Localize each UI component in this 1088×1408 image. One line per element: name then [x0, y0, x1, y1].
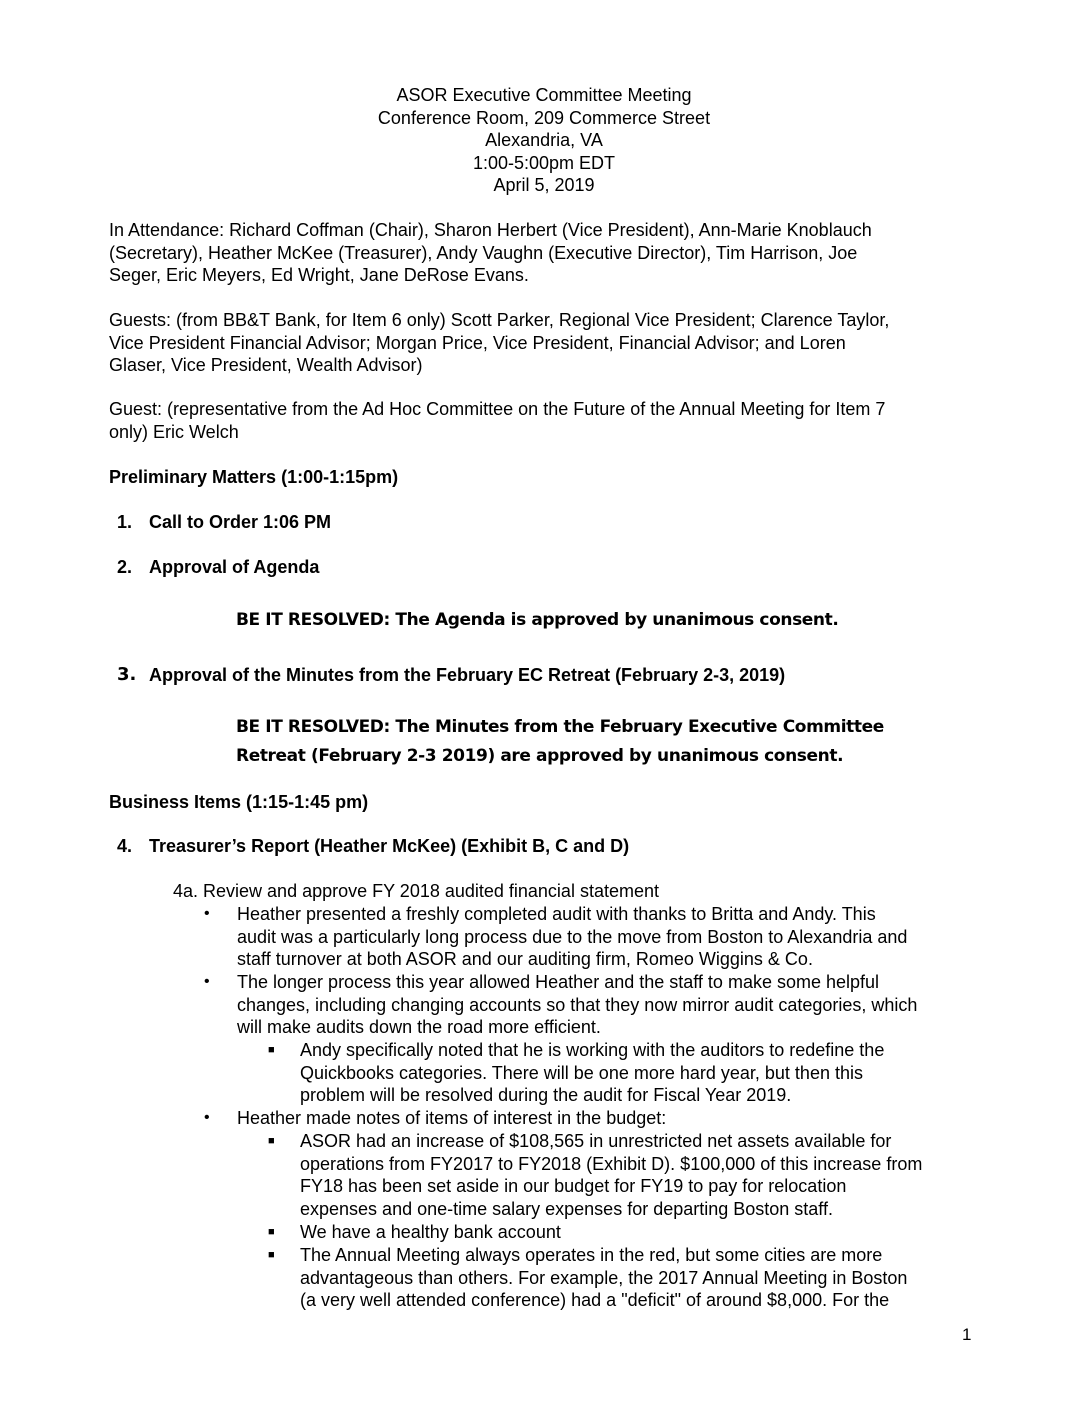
item-number: 3.: [117, 664, 137, 685]
resolution-line: BE IT RESOLVED: The Minutes from the February Executive Committee: [236, 717, 884, 737]
guests-line: Glaser, Vice President, Wealth Advisor): [109, 355, 423, 375]
item-number: 1.: [117, 512, 133, 532]
sub-bullet-line: We have a healthy bank account: [300, 1222, 561, 1242]
bullet-line: Heather presented a freshly completed audit with thanks to Britta and Andy. This: [237, 904, 876, 924]
sub-bullet-line: FY18 has been set aside in our budget for FY19 to pay for relocation: [300, 1176, 847, 1196]
attendance-line: In Attendance: Richard Coffman (Chair), Sharon Herbert (Vice President), Ann-Marie Knoblauch: [109, 220, 872, 240]
attendance-paragraph: [109, 219, 979, 287]
square-bullet-glyph: ■: [268, 1249, 275, 1261]
bullet-glyph: •: [204, 905, 210, 922]
square-bullet-glyph: ■: [268, 1044, 275, 1056]
item-text: Approval of the Minutes from the February EC Retreat (February 2-3, 2019): [149, 665, 786, 685]
meeting-location: Conference Room, 209 Commerce Street: [377, 107, 711, 128]
sub-bullet-item: [300, 1244, 907, 1312]
guests-line: Vice President Financial Advisor; Morgan Price, Vice President, Financial Advisor; and Loren: [109, 332, 846, 353]
item-text: Treasurer’s Report (Heather McKee) (Exhibit B, C and D): [149, 836, 630, 856]
guest-paragraph: [109, 398, 979, 443]
meeting-time: 1:00-5:00pm EDT: [472, 152, 616, 173]
meeting-title: ASOR Executive Committee Meeting: [396, 85, 692, 105]
sub-bullet-item: [300, 1039, 884, 1107]
item-4a-label: 4a. Review and approve FY 2018 audited financial statement: [173, 881, 659, 901]
square-bullet-glyph: ■: [268, 1135, 275, 1147]
meeting-date: April 5, 2019: [493, 175, 595, 195]
sub-bullet-line: Quickbooks categories. There will be one more hard year, but then this: [300, 1062, 863, 1083]
guests-line: Guests: (from BB&T Bank, for Item 6 only) Scott Parker, Regional Vice President; Clarence Taylor,: [109, 310, 890, 330]
preliminary-matters-heading: Preliminary Matters (1:00-1:15pm): [109, 467, 399, 487]
business-items-heading: Business Items (1:15-1:45 pm): [109, 792, 369, 812]
sub-bullet-line: (a very well attended conference) had a "deficit" of around $8,000. For the: [300, 1290, 890, 1310]
sub-bullet-line: problem will be resolved during the audit for Fiscal Year 2019.: [300, 1085, 792, 1105]
bullet-item: [237, 903, 907, 971]
agenda-item-4: [117, 835, 917, 858]
agenda-item-3: [117, 664, 917, 687]
bullet-glyph: •: [204, 1109, 210, 1126]
sub-bullet-item: [300, 1221, 561, 1244]
attendance-line: (Secretary), Heather McKee (Treasurer), Andy Vaughn (Executive Director), Tim Harrison, Joe: [109, 242, 858, 263]
item-text: Approval of Agenda: [149, 557, 320, 577]
resolution-agenda: [236, 606, 838, 635]
meeting-city: Alexandria, VA: [485, 130, 603, 150]
bullet-glyph: •: [204, 973, 210, 990]
bullet-line: The longer process this year allowed Heather and the staff to make some helpful: [237, 972, 880, 992]
bullet-line: staff turnover at both ASOR and our auditing firm, Romeo Wiggins & Co.: [237, 949, 813, 969]
sub-bullet-item: [300, 1130, 922, 1220]
item-number: 2.: [117, 557, 133, 577]
item-number: 4.: [117, 836, 133, 856]
sub-bullet-line: Andy specifically noted that he is working with the auditors to redefine the: [300, 1040, 885, 1060]
square-bullet-glyph: ■: [268, 1226, 275, 1238]
bullet-line: will make audits down the road more efficient.: [237, 1017, 601, 1037]
agenda-item-2: [117, 556, 817, 579]
meeting-header: [0, 84, 1088, 197]
resolution-minutes: [236, 713, 884, 771]
sub-bullet-line: The Annual Meeting always operates in the red, but some cities are more: [300, 1245, 883, 1265]
item-text: Call to Order 1:06 PM: [149, 512, 332, 532]
guest-line: Guest: (representative from the Ad Hoc Committee on the Future of the Annual Meeting for Item 7: [109, 399, 886, 419]
resolution-line: Retreat (February 2-3 2019) are approved by unanimous consent.: [236, 746, 844, 766]
sub-bullet-line: expenses and one-time salary expenses for departing Boston staff.: [300, 1198, 833, 1219]
sub-bullet-line: ASOR had an increase of $108,565 in unrestricted net assets available for: [300, 1131, 892, 1151]
resolution-line: BE IT RESOLVED: The Agenda is approved by unanimous consent.: [236, 610, 839, 630]
bullet-item: [237, 1107, 666, 1130]
attendance-line: Seger, Eric Meyers, Ed Wright, Jane DeRose Evans.: [109, 265, 529, 285]
guests-paragraph: [109, 309, 979, 377]
guest-line: only) Eric Welch: [109, 421, 239, 442]
page-number: 1: [962, 1325, 972, 1344]
bullet-item: [237, 971, 917, 1039]
bullet-line: changes, including changing accounts so that they now mirror audit categories, which: [237, 994, 918, 1015]
bullet-line: audit was a particularly long process due to the move from Boston to Alexandria and: [237, 926, 908, 947]
sub-bullet-line: operations from FY2017 to FY2018 (Exhibit D). $100,000 of this increase from: [300, 1153, 923, 1174]
agenda-item-1: [117, 511, 817, 534]
sub-bullet-line: advantageous than others. For example, the 2017 Annual Meeting in Boston: [300, 1267, 908, 1288]
bullet-line: Heather made notes of items of interest in the budget:: [237, 1108, 667, 1128]
